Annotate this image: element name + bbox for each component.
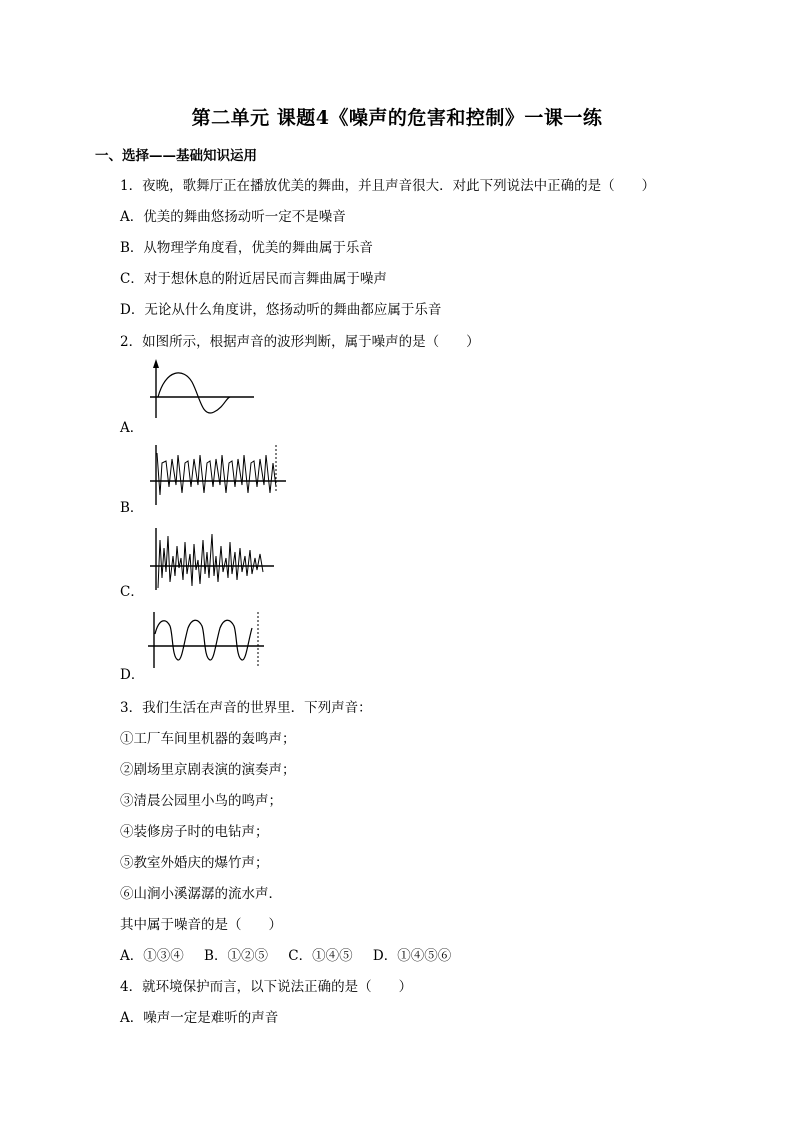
- q2-label-c: C．: [120, 584, 144, 600]
- section-heading: 一、选择——基础知识运用: [95, 148, 257, 164]
- page-title: 第二单元 课题4《噪声的危害和控制》一课一练: [191, 107, 603, 129]
- q2-stem: 2．如图所示，根据声音的波形判断，属于噪声的是（ ）: [120, 334, 480, 350]
- q3-item-6: ⑥山涧小溪潺潺的流水声．: [120, 886, 282, 902]
- q3-item-2: ②剧场里京剧表演的演奏声；: [120, 762, 296, 778]
- q4-option-a: A．噪声一定是难听的声音: [120, 1010, 279, 1026]
- waveform-a: [150, 362, 260, 418]
- q1-option-c: C．对于想休息的附近居民而言舞曲属于噪声: [120, 271, 387, 287]
- q4-stem: 4．就环境保护而言，以下说法正确的是（ ）: [120, 979, 413, 995]
- q3-item-5: ⑤教室外婚庆的爆竹声；: [120, 855, 269, 871]
- q3-option-c: C．①④⑤: [288, 948, 353, 964]
- q2-label-d: D．: [120, 667, 145, 683]
- q3-option-b: B．①②⑤: [204, 948, 268, 964]
- q2-label-b: B．: [120, 500, 144, 516]
- waveform-c: [148, 528, 278, 590]
- q1-option-d: D．无论从什么角度讲，悠扬动听的舞曲都应属于乐音: [120, 302, 442, 318]
- q2-label-a: A．: [120, 420, 144, 436]
- q1-option-a: A．优美的舞曲悠扬动听一定不是噪音: [120, 209, 346, 225]
- waveform-b: [148, 445, 288, 505]
- q1-option-b: B．从物理学角度看，优美的舞曲属于乐音: [120, 240, 373, 256]
- q3-option-d: D．①④⑤⑥: [372, 948, 452, 964]
- q3-ask: 其中属于噪音的是（ ）: [120, 917, 282, 933]
- q3-options: [120, 944, 467, 964]
- q3-stem: 3．我们生活在声音的世界里．下列声音：: [120, 700, 372, 716]
- waveform-d: [146, 612, 270, 668]
- q3-option-a: A．①③④: [120, 948, 184, 964]
- q3-item-1: ①工厂车间里机器的轰鸣声；: [120, 731, 296, 747]
- q1-stem: 1．夜晚，歌舞厅正在播放优美的舞曲，并且声音很大．对此下列说法中正确的是（ ）: [120, 178, 656, 194]
- q3-item-4: ④装修房子时的电钻声；: [120, 824, 269, 840]
- q3-item-3: ③清晨公园里小鸟的鸣声；: [120, 793, 282, 809]
